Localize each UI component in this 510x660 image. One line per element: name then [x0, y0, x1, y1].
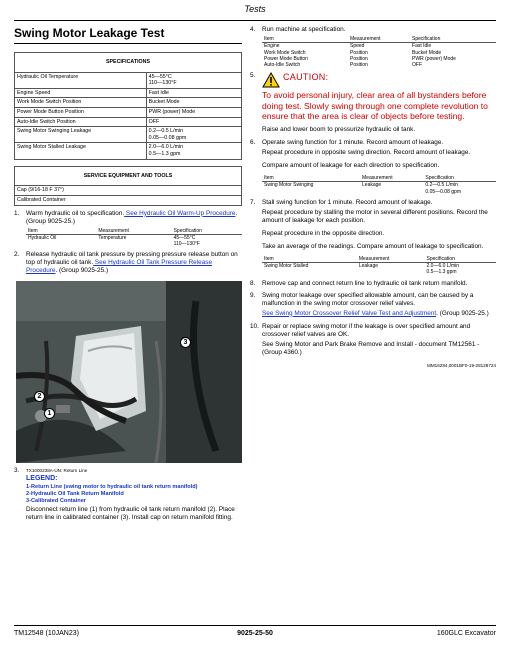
spec-value: 2.0—6.0 L/min 0.5—1.3 gpm [146, 143, 241, 159]
mini-table-cell: Fast Idle [412, 43, 432, 50]
mini-table-cell: Swing Motor Swinging [264, 182, 314, 189]
specifications-caption: SPECIFICATIONS [15, 53, 242, 73]
mini-table-column-header: Measurement [360, 175, 423, 182]
service-equipment-caption: SERVICE EQUIPMENT AND TOOLS [15, 166, 242, 186]
mini-table-column-header: Specification [410, 36, 496, 43]
step-6: 6. Operate swing function for 1 minute. Record amount of leakage. [250, 139, 444, 147]
spec-value: OFF [146, 117, 241, 127]
mini-table-cell: PWR (power) Mode [412, 55, 456, 62]
footer-manual-id: TM12548 (10JAN23) [14, 630, 79, 637]
service-equipment-table [14, 166, 242, 206]
mini-table-column-header: Measurement [348, 36, 410, 43]
mini-table-row [262, 43, 496, 50]
step-3: 3. TX1000238A-UN: Return Line LEGEND: 1-Return Line (swing motor to hydraulic oil tank return manifold) 2-Hydraulic Oil Tank Return Manifold 3-Calibrated Container Disconnect return line (1) from hydraulic oil tank return manifold (2). Place return line in calibrated container (3). Install cap on return manifold fitting. [14, 467, 242, 522]
caution-text: To avoid personal injury, clear area of all bystanders before doing test. Slowly swing through one complete revolution to ensure that the area is clear of objects before testing. [262, 90, 488, 121]
link-tank-pressure-release[interactable]: See Hydraulic Oil Tank Pressure Release Procedure [26, 259, 213, 275]
service-equipment-rows [15, 186, 242, 205]
spec-row [15, 143, 242, 159]
mini-table-cell: Auto-Idle Switch [264, 62, 301, 68]
specifications-rows [15, 72, 242, 159]
mini-table-cell: 2.0—6.0 L/min 0.5—1.3 gpm [426, 263, 460, 276]
spec-value: 45—55°C 110—130°F [146, 72, 241, 88]
legend-item-3: 3-Calibrated Container [26, 498, 86, 504]
equipment-item: Cap (9/16-18 F 37°) [15, 186, 242, 196]
spec-name: Swing Motor Stalled Leakage [15, 143, 147, 159]
caution-label: CAUTION: [283, 72, 329, 83]
return-line-photo-drawing [16, 281, 242, 463]
mini-table-cell: OFF [412, 62, 423, 68]
mini-table-cell: Position [349, 62, 368, 68]
spec-name: Auto-Idle Switch Position [15, 117, 147, 127]
step-6-spec-table [262, 175, 496, 195]
mini-table-column-header: Specification [172, 228, 242, 235]
mini-table-column-header: Item [26, 228, 96, 235]
legend-item-1: 1-Return Line (swing motor to hydraulic oil tank return manifold) [26, 484, 198, 491]
step-7-para-1: Repeat procedure by stalling the motor in several different positions. Record the amount of leakage for each position. [262, 208, 488, 224]
step-10: 10. Repair or replace swing motor if the leakage is over specified amount and crossover relief valves are OK. [250, 322, 471, 338]
mini-table-cell: 0.2—0.5 L/min 0.05—0.08 gpm [425, 182, 461, 195]
step-5-text: Raise and lower boom to pressurize hydraulic oil tank. [262, 126, 416, 134]
mini-table-column-header: Specification [425, 256, 497, 263]
spec-value: Fast Idle [146, 88, 241, 98]
header-divider [14, 20, 496, 21]
mini-table-row [262, 62, 496, 68]
spec-name: Work Mode Switch Position [15, 98, 147, 108]
mini-table-column-header: Specification [423, 175, 496, 182]
mini-table-cell: Work Mode Switch [264, 49, 306, 56]
spec-row [15, 108, 242, 118]
document-reference-code: MM16284,0001BF0-19-28128724 [427, 362, 496, 368]
step-7-para-3: Take an average of the readings. Compare amount of leakage to specification. [262, 242, 484, 250]
mini-table-column-header: Measurement [357, 256, 425, 263]
step-4-spec-table [262, 36, 496, 68]
link-hydraulic-oil-warm-up[interactable]: See Hydraulic Oil Warm-Up Procedure [124, 209, 236, 217]
warning-triangle-icon [262, 72, 280, 88]
return-line-photo [16, 281, 242, 463]
step-8: 8. Remove cap and connect return line to hydraulic oil tank return manifold. [250, 279, 468, 287]
step-1-spec-table [26, 228, 242, 248]
step-2: 2. Release hydraulic oil tank pressure by pressing pressure release button on top of hydraulic oil tank. See Hydraulic Oil Tank Pressure Release Procedure. (Group 9025-25.) [14, 251, 238, 275]
spec-row [15, 72, 242, 88]
mini-table-cell: Leakage [362, 182, 382, 189]
spec-row [15, 98, 242, 108]
footer-page-number: 9025-25-50 [237, 630, 273, 637]
mini-table-row [26, 234, 242, 247]
mini-table-header [262, 175, 496, 182]
mini-table-cell: Engine [264, 43, 280, 50]
step-7: 7. Stall swing function for 1 minute. Record amount of leakage. [250, 198, 433, 206]
left-column [14, 26, 242, 522]
spec-row [15, 117, 242, 127]
mini-table-row [262, 182, 496, 195]
mini-table-header [26, 228, 242, 235]
spec-value: Bucket Mode [146, 98, 241, 108]
mini-table-cell: Position [349, 49, 368, 56]
step-6-para-1: Repeat procedure in opposite swing direction. Record amount of leakage. [262, 149, 471, 157]
step-10-reference: See Swing Motor and Park Brake Remove and Install - document TM12561 - (Group 4360.) [262, 340, 480, 356]
mini-table-cell: Bucket Mode [412, 49, 442, 56]
mini-table-column-header: Item [262, 175, 360, 182]
footer-divider [14, 625, 496, 626]
step-5-caution: 5. CAUTION: [250, 72, 496, 88]
spec-name: Power Mode Button Position [15, 108, 147, 118]
equipment-item: Calibrated Container [15, 195, 242, 205]
step-7-spec-table [262, 256, 496, 276]
mini-table-header [262, 256, 496, 263]
spec-row [15, 88, 242, 98]
mini-table-column-header: Item [262, 256, 357, 263]
step-1: 1. Warm hydraulic oil to specification. See Hydraulic Oil Warm-Up Procedure. (Group 9025-25.) [14, 209, 238, 225]
equipment-row [15, 195, 242, 205]
specifications-table [14, 52, 242, 160]
mini-table-cell: Hydraulic Oil [28, 234, 57, 241]
step-3-text: Disconnect return line (1) from hydraulic oil tank return manifold (2). Place return line in calibrated container (3). Install cap on return manifold fitting. [26, 505, 235, 521]
spec-name: Swing Motor Swinging Leakage [15, 127, 147, 143]
mini-table-cell: 45—55°C 110—130°F [173, 234, 200, 248]
legend-item-2: 2-Hydraulic Oil Tank Return Manifold [26, 491, 124, 498]
step-4: 4. Run machine at specification. [250, 26, 346, 33]
spec-name: Engine Speed [15, 88, 147, 98]
mini-table-cell: Temperature [98, 234, 127, 241]
mini-table-cell: Position [349, 55, 368, 62]
mini-table-column-header: Measurement [96, 228, 171, 235]
mini-table-row [262, 263, 496, 276]
step-9-reference: See Swing Motor Crossover Relief Valve Test and Adjustment. (Group 9025-25.) [262, 309, 489, 317]
link-crossover-relief-valve-test[interactable]: See Swing Motor Crossover Relief Valve Test and Adjustment [262, 309, 437, 317]
callout-1: 1 [44, 408, 55, 419]
page-title: Swing Motor Leakage Test [14, 26, 242, 44]
callout-3: 3 [180, 337, 191, 348]
footer-machine-model: 160GLC Excavator [436, 630, 496, 637]
step-9: 9. Swing motor leakage over specified allowable amount, can be caused by a malfunction in the swing motor crossover relief valves. [250, 291, 474, 307]
equipment-row [15, 186, 242, 196]
mini-table-header [262, 36, 496, 43]
mini-table-cell: Speed [349, 43, 365, 50]
step-7-para-2: Repeat procedure in the opposite direction. [262, 229, 385, 237]
step-6-para-2: Compare amount of leakage for each direction to specification. [262, 162, 440, 170]
mini-table-cell: Power Mode Button [264, 55, 308, 62]
right-column [250, 26, 496, 368]
spec-value: 0.2—0.5 L/min 0.05—0.08 gpm [146, 127, 241, 143]
callout-2: 2 [34, 391, 45, 402]
legend-title: LEGEND: [26, 475, 58, 483]
page-header-section: Tests [244, 4, 266, 14]
spec-name: Hydraulic Oil Temperature [15, 72, 147, 88]
spec-value: PWR (power) Mode [146, 108, 241, 118]
mini-table-cell: Leakage [358, 263, 379, 270]
mini-table-cell: Swing Motor Stalled [264, 263, 309, 270]
figure-id: TX1000238A-UN: Return Line [26, 468, 88, 474]
mini-table-column-header: Item [262, 36, 348, 43]
spec-row [15, 127, 242, 143]
